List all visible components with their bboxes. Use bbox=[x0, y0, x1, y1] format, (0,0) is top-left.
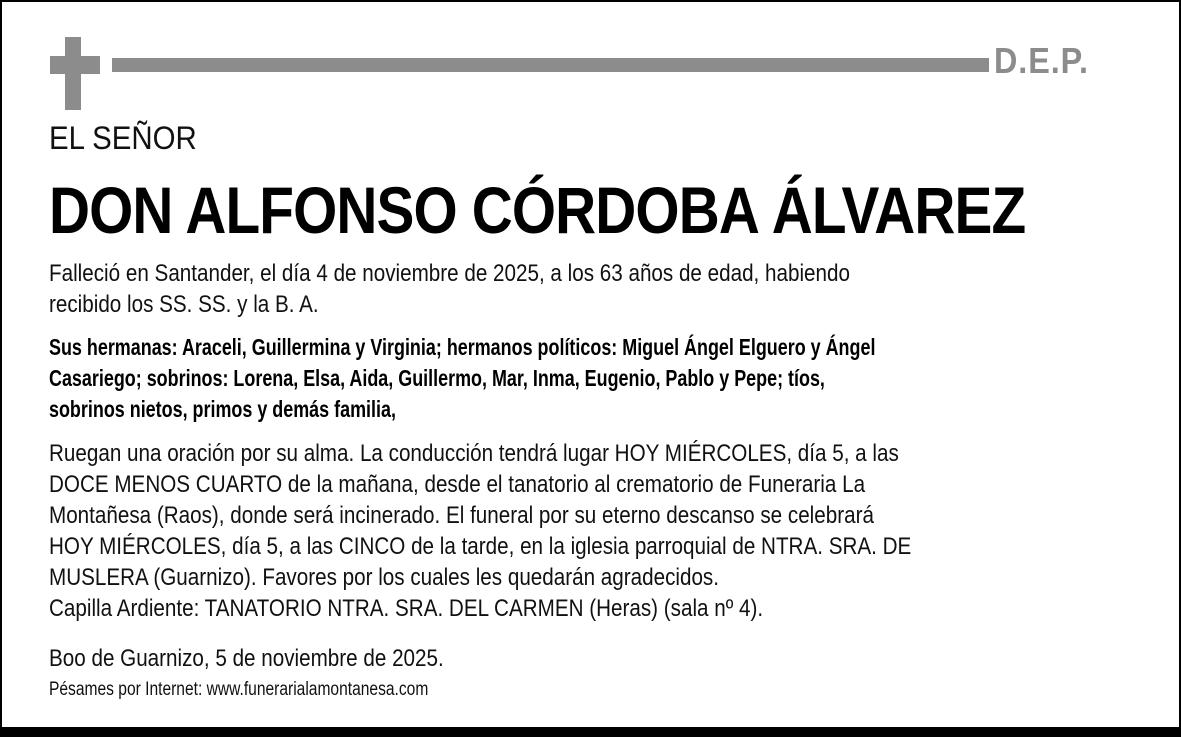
chapel-line: Capilla Ardiente: TANATORIO NTRA. SRA. DEL CARMEN (Heras) (sala nº 4). bbox=[49, 595, 764, 622]
service-line: HOY MIÉRCOLES, día 5, a las CINCO de la tarde, en la iglesia parroquial de NTRA. SRA. DE bbox=[49, 533, 912, 560]
place-date: Boo de Guarnizo, 5 de noviembre de 2025. bbox=[49, 645, 444, 672]
honorific: EL SEÑOR bbox=[49, 120, 197, 156]
service-line: Montañesa (Raos), donde será incinerado. El funeral por su eterno descanso se celebrará bbox=[49, 502, 874, 529]
family-line: sobrinos nietos, primos y demás familia, bbox=[49, 396, 396, 422]
family-line: Sus hermanas: Araceli, Guillermina y Virginia; hermanos políticos: Miguel Ángel Elguero y Ángel bbox=[49, 334, 876, 360]
bottom-border bbox=[2, 727, 1179, 737]
deceased-name: DON ALFONSO CÓRDOBA ÁLVAREZ bbox=[49, 173, 1026, 247]
service-line: DOCE MENOS CUARTO de la mañana, desde el tanatorio al crematorio de Funeraria La bbox=[49, 471, 866, 498]
dep-label: D.E.P. bbox=[994, 40, 1089, 81]
service-line: MUSLERA (Guarnizo). Favores por los cuales les quedarán agradecidos. bbox=[49, 564, 719, 591]
family-line: Casariego; sobrinos: Lorena, Elsa, Aida, Guillermo, Mar, Inma, Eugenio, Pablo y Pepe; tíos, bbox=[49, 365, 825, 391]
death-info-line: Falleció en Santander, el día 4 de noviembre de 2025, a los 63 años de edad, habiendo bbox=[49, 260, 850, 287]
cross-icon-bar bbox=[50, 56, 100, 74]
death-info-line: recibido los SS. SS. y la B. A. bbox=[49, 291, 319, 318]
service-line: Ruegan una oración por su alma. La conducción tendrá lugar HOY MIÉRCOLES, día 5, a las bbox=[49, 440, 899, 467]
header-rule bbox=[112, 58, 989, 72]
condolences-url: Pésames por Internet: www.funerarialamontanesa.com bbox=[49, 679, 429, 700]
